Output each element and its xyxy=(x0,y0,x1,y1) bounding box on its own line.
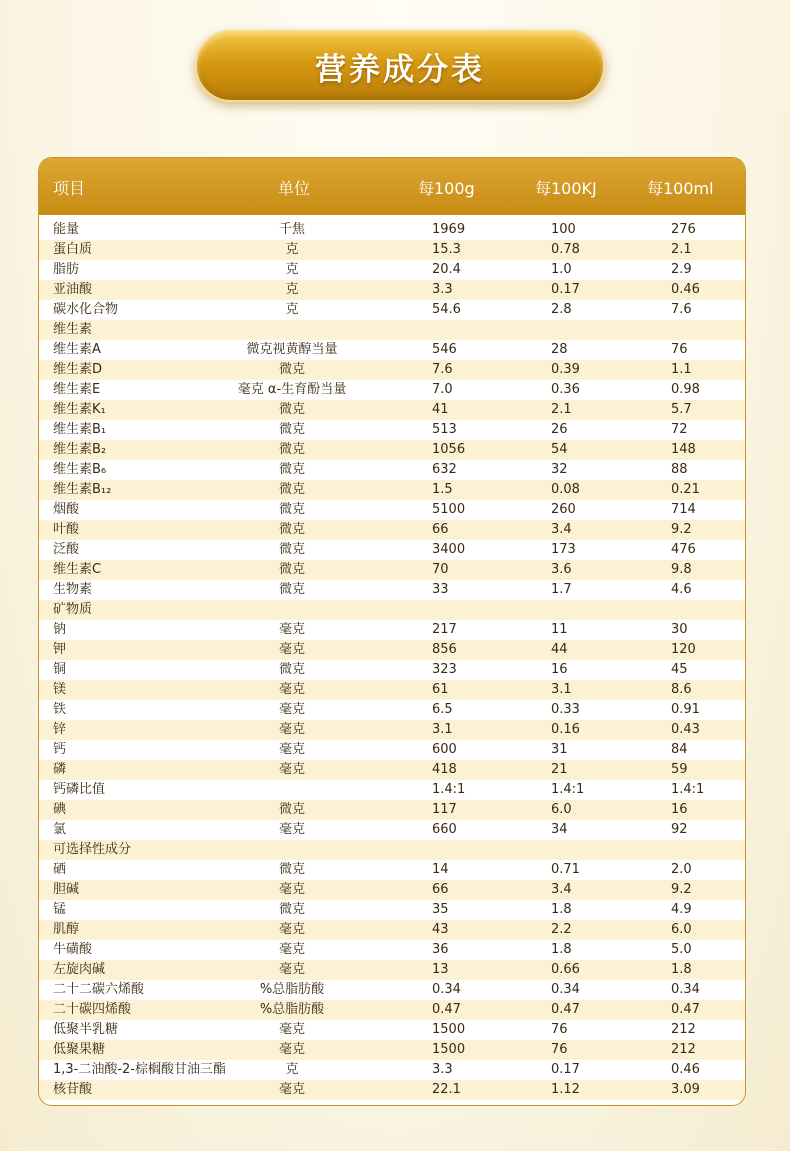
table-row xyxy=(39,1060,745,1080)
table-row xyxy=(39,620,745,640)
row-per-100kj: 76 xyxy=(551,1022,568,1037)
table-row xyxy=(39,460,745,480)
table-row xyxy=(39,340,745,360)
table-row xyxy=(39,480,745,500)
row-per-100g: 14 xyxy=(432,862,449,877)
unit-text: 毫克 xyxy=(279,942,306,957)
row-per-100g: 600 xyxy=(432,742,457,757)
row-item: 氯 xyxy=(53,822,67,837)
row-item: 左旋肉碱 xyxy=(53,962,106,977)
row-item: 牛磺酸 xyxy=(53,942,93,957)
row-per-100g: 217 xyxy=(432,622,457,637)
row-per-100ml: 0.47 xyxy=(671,1002,700,1017)
row-per-100ml: 8.6 xyxy=(671,682,692,697)
unit-text: 毫克 xyxy=(279,1042,306,1057)
row-per-100kj: 1.12 xyxy=(551,1082,580,1097)
row-per-100g: 61 xyxy=(432,682,449,697)
row-item: 镁 xyxy=(53,682,67,697)
row-item: 泛酸 xyxy=(53,542,80,557)
row-per-100g: 513 xyxy=(432,422,457,437)
row-per-100g: 43 xyxy=(432,922,449,937)
table-row xyxy=(39,920,745,940)
row-item: 铁 xyxy=(53,702,67,717)
row-per-100kj: 31 xyxy=(551,742,568,757)
unit-text: 克 xyxy=(285,242,299,257)
row-per-100kj: 21 xyxy=(551,762,568,777)
row-per-100ml: 6.0 xyxy=(671,922,692,937)
unit-text: 毫克 xyxy=(279,722,306,737)
row-per-100g: 35 xyxy=(432,902,449,917)
row-item: 蛋白质 xyxy=(53,242,93,257)
row-per-100g: 323 xyxy=(432,662,457,677)
row-per-100g: 54.6 xyxy=(432,302,461,317)
table-row xyxy=(39,940,745,960)
row-item: 脂肪 xyxy=(53,262,80,277)
table-row xyxy=(39,960,745,980)
row-per-100kj: 173 xyxy=(551,542,576,557)
row-per-100g: 66 xyxy=(432,522,449,537)
row-per-100ml: 0.46 xyxy=(671,1062,700,1077)
row-per-100ml: 0.43 xyxy=(671,722,700,737)
row-item: 肌醇 xyxy=(53,922,80,937)
row-per-100g: 1.4:1 xyxy=(432,782,466,797)
row-item: 生物素 xyxy=(53,582,93,597)
header-unit: 单位 xyxy=(278,179,311,198)
table-row xyxy=(39,700,745,720)
table-row xyxy=(39,1080,745,1100)
row-item: 锌 xyxy=(53,722,67,737)
row-per-100ml: 5.0 xyxy=(671,942,692,957)
row-item: 钾 xyxy=(53,642,67,657)
row-item: 叶酸 xyxy=(53,522,80,537)
row-item: 低聚半乳糖 xyxy=(53,1022,119,1037)
row-per-100ml: 0.46 xyxy=(671,282,700,297)
row-item: 维生素E xyxy=(53,382,101,397)
row-per-100g: 3.3 xyxy=(432,282,453,297)
row-per-100ml: 212 xyxy=(671,1042,696,1057)
row-per-100g: 1500 xyxy=(432,1022,466,1037)
row-per-100g: 22.1 xyxy=(432,1082,461,1097)
row-item: 钙 xyxy=(53,742,67,757)
table-row xyxy=(39,540,745,560)
row-per-100ml: 476 xyxy=(671,542,696,557)
row-per-100kj: 1.8 xyxy=(551,902,572,917)
row-per-100g: 0.34 xyxy=(432,982,461,997)
table-row xyxy=(39,280,745,300)
unit-text: 克 xyxy=(285,262,299,277)
row-per-100ml: 9.2 xyxy=(671,522,692,537)
row-per-100g: 33 xyxy=(432,582,449,597)
row-per-100kj: 0.39 xyxy=(551,362,580,377)
unit-text: 克 xyxy=(285,1062,299,1077)
unit-text: 微克 xyxy=(279,422,306,437)
row-per-100g: 41 xyxy=(432,402,449,417)
row-per-100kj: 44 xyxy=(551,642,568,657)
row-per-100kj: 2.1 xyxy=(551,402,572,417)
row-item: 维生素A xyxy=(53,342,101,357)
row-item: 维生素 xyxy=(53,322,93,337)
table-row xyxy=(39,980,745,1000)
row-per-100g: 418 xyxy=(432,762,457,777)
row-item: 维生素D xyxy=(53,362,103,377)
table-row xyxy=(39,260,745,280)
row-item: 可选择性成分 xyxy=(53,842,132,857)
row-per-100ml: 3.09 xyxy=(671,1082,700,1097)
row-per-100g: 856 xyxy=(432,642,457,657)
row-item: 碘 xyxy=(53,802,67,817)
table-header xyxy=(39,158,745,215)
row-per-100kj: 0.78 xyxy=(551,242,580,257)
table-row xyxy=(39,1020,745,1040)
row-item: 能量 xyxy=(53,222,80,237)
row-per-100ml: 0.98 xyxy=(671,382,700,397)
row-item: 亚油酸 xyxy=(53,282,93,297)
table-row xyxy=(39,740,745,760)
row-per-100ml: 5.7 xyxy=(671,402,692,417)
row-per-100g: 3.3 xyxy=(432,1062,453,1077)
unit-text: 毫克 xyxy=(279,762,306,777)
header-per-100kj: 每100KJ xyxy=(535,179,597,198)
row-item: 维生素B₁ xyxy=(53,422,107,437)
unit-text: 微克 xyxy=(279,482,306,497)
row-per-100kj: 1.7 xyxy=(551,582,572,597)
row-item: 维生素K₁ xyxy=(53,402,106,417)
row-item: 低聚果糖 xyxy=(53,1042,106,1057)
table-row xyxy=(39,720,745,740)
row-per-100ml: 1.8 xyxy=(671,962,692,977)
header-per-100g: 每100g xyxy=(418,179,475,198)
header-item: 项目 xyxy=(53,179,86,198)
row-per-100g: 7.0 xyxy=(432,382,453,397)
unit-text: 微克 xyxy=(279,502,306,517)
row-per-100g: 15.3 xyxy=(432,242,461,257)
table-row xyxy=(39,580,745,600)
row-per-100g: 3400 xyxy=(432,542,466,557)
unit-text: 毫克 xyxy=(279,962,306,977)
row-per-100ml: 1.4:1 xyxy=(671,782,705,797)
row-per-100kj: 0.33 xyxy=(551,702,580,717)
table-row xyxy=(39,560,745,580)
table-row xyxy=(39,380,745,400)
row-per-100g: 546 xyxy=(432,342,457,357)
row-per-100kj: 0.47 xyxy=(551,1002,580,1017)
row-per-100ml: 30 xyxy=(671,622,688,637)
table-row xyxy=(39,400,745,420)
unit-text: 微克 xyxy=(279,862,306,877)
row-item: 维生素B₁₂ xyxy=(53,482,112,497)
row-per-100ml: 59 xyxy=(671,762,688,777)
row-per-100kj: 1.8 xyxy=(551,942,572,957)
row-per-100ml: 2.1 xyxy=(671,242,692,257)
unit-text: 克 xyxy=(285,282,299,297)
row-per-100g: 20.4 xyxy=(432,262,461,277)
row-per-100g: 117 xyxy=(432,802,457,817)
unit-text: %总脂肪酸 xyxy=(259,1002,325,1017)
row-per-100kj: 34 xyxy=(551,822,568,837)
table-row xyxy=(39,680,745,700)
table-body xyxy=(39,220,745,1100)
unit-text: 毫克 xyxy=(279,642,306,657)
row-item: 烟酸 xyxy=(53,502,80,517)
unit-text: 毫克 xyxy=(279,742,306,757)
row-per-100kj: 0.17 xyxy=(551,282,580,297)
unit-text: 毫克 α-生育酚当量 xyxy=(237,382,347,397)
row-per-100kj: 0.17 xyxy=(551,1062,580,1077)
row-per-100g: 660 xyxy=(432,822,457,837)
row-per-100kj: 0.36 xyxy=(551,382,580,397)
unit-text: %总脂肪酸 xyxy=(259,982,325,997)
unit-text: 微克 xyxy=(279,402,306,417)
unit-text: 微克 xyxy=(279,462,306,477)
row-per-100g: 70 xyxy=(432,562,449,577)
unit-text: 微克 xyxy=(279,902,306,917)
row-per-100ml: 148 xyxy=(671,442,696,457)
row-per-100ml: 276 xyxy=(671,222,696,237)
row-per-100g: 0.47 xyxy=(432,1002,461,1017)
row-per-100g: 1056 xyxy=(432,442,466,457)
unit-text: 微克 xyxy=(279,802,306,817)
unit-text: 千焦 xyxy=(279,222,306,237)
row-item: 维生素B₆ xyxy=(53,462,107,477)
table-row xyxy=(39,660,745,680)
row-per-100kj: 0.71 xyxy=(551,862,580,877)
row-per-100ml: 88 xyxy=(671,462,688,477)
row-per-100ml: 1.1 xyxy=(671,362,692,377)
table-row xyxy=(39,500,745,520)
unit-text: 克 xyxy=(285,302,299,317)
unit-text: 微克视黄醇当量 xyxy=(246,342,338,357)
row-per-100kj: 3.4 xyxy=(551,882,572,897)
row-per-100kj: 3.1 xyxy=(551,682,572,697)
row-per-100ml: 4.6 xyxy=(671,582,692,597)
row-item: 二十二碳六烯酸 xyxy=(53,982,145,997)
unit-text: 微克 xyxy=(279,362,306,377)
unit-text: 毫克 xyxy=(279,1082,306,1097)
row-item: 核苷酸 xyxy=(53,1082,93,1097)
table-row xyxy=(39,880,745,900)
row-item: 胆碱 xyxy=(53,882,80,897)
row-per-100ml: 0.21 xyxy=(671,482,700,497)
unit-text: 微克 xyxy=(279,662,306,677)
unit-text: 微克 xyxy=(279,562,306,577)
row-per-100kj: 26 xyxy=(551,422,568,437)
table-row xyxy=(39,900,745,920)
row-per-100kj: 1.0 xyxy=(551,262,572,277)
table-row xyxy=(39,240,745,260)
row-per-100g: 6.5 xyxy=(432,702,453,717)
unit-text: 微克 xyxy=(279,542,306,557)
row-per-100g: 1.5 xyxy=(432,482,453,497)
row-per-100ml: 92 xyxy=(671,822,688,837)
row-per-100kj: 3.4 xyxy=(551,522,572,537)
page-title: 营养成分表 xyxy=(315,51,485,88)
row-per-100kj: 32 xyxy=(551,462,568,477)
row-per-100ml: 84 xyxy=(671,742,688,757)
row-per-100kj: 0.34 xyxy=(551,982,580,997)
unit-text: 微克 xyxy=(279,522,306,537)
row-item: 1,3-二油酸-2-棕榈酸甘油三酯 xyxy=(53,1062,227,1077)
row-per-100ml: 2.9 xyxy=(671,262,692,277)
row-per-100g: 1969 xyxy=(432,222,466,237)
row-per-100ml: 2.0 xyxy=(671,862,692,877)
row-per-100ml: 0.34 xyxy=(671,982,700,997)
row-per-100kj: 11 xyxy=(551,622,568,637)
table-row xyxy=(39,760,745,780)
row-per-100ml: 4.9 xyxy=(671,902,692,917)
table-row xyxy=(39,1000,745,1020)
table-row xyxy=(39,300,745,320)
row-per-100g: 632 xyxy=(432,462,457,477)
table-row xyxy=(39,420,745,440)
title-banner xyxy=(195,30,605,102)
row-item: 矿物质 xyxy=(53,602,93,617)
table-row xyxy=(39,860,745,880)
unit-text: 毫克 xyxy=(279,1022,306,1037)
row-per-100g: 3.1 xyxy=(432,722,453,737)
row-per-100ml: 120 xyxy=(671,642,696,657)
row-per-100g: 13 xyxy=(432,962,449,977)
unit-text: 毫克 xyxy=(279,882,306,897)
unit-text: 微克 xyxy=(279,582,306,597)
nutrition-table xyxy=(38,157,746,1106)
table-row xyxy=(39,440,745,460)
row-per-100kj: 260 xyxy=(551,502,576,517)
row-per-100ml: 76 xyxy=(671,342,688,357)
row-per-100g: 1500 xyxy=(432,1042,466,1057)
row-item: 钠 xyxy=(53,622,67,637)
row-per-100kj: 1.4:1 xyxy=(551,782,585,797)
row-per-100g: 7.6 xyxy=(432,362,453,377)
row-per-100kj: 54 xyxy=(551,442,568,457)
table-row xyxy=(39,1040,745,1060)
unit-text: 毫克 xyxy=(279,822,306,837)
unit-text: 毫克 xyxy=(279,702,306,717)
row-per-100kj: 28 xyxy=(551,342,568,357)
row-per-100kj: 100 xyxy=(551,222,576,237)
row-item: 磷 xyxy=(53,762,67,777)
row-per-100ml: 714 xyxy=(671,502,696,517)
row-per-100ml: 16 xyxy=(671,802,688,817)
table-row xyxy=(39,360,745,380)
unit-text: 毫克 xyxy=(279,682,306,697)
table-row xyxy=(39,820,745,840)
row-item: 硒 xyxy=(53,862,67,877)
row-per-100kj: 16 xyxy=(551,662,568,677)
row-per-100kj: 3.6 xyxy=(551,562,572,577)
row-item: 维生素C xyxy=(53,562,102,577)
table-row xyxy=(39,800,745,820)
row-per-100g: 66 xyxy=(432,882,449,897)
row-item: 铜 xyxy=(53,662,67,677)
row-per-100kj: 0.66 xyxy=(551,962,580,977)
row-per-100kj: 0.08 xyxy=(551,482,580,497)
table-row xyxy=(39,640,745,660)
unit-text: 毫克 xyxy=(279,622,306,637)
row-per-100kj: 76 xyxy=(551,1042,568,1057)
table-row xyxy=(39,780,745,800)
table-row xyxy=(39,600,745,620)
row-per-100ml: 7.6 xyxy=(671,302,692,317)
row-per-100kj: 0.16 xyxy=(551,722,580,737)
row-per-100ml: 212 xyxy=(671,1022,696,1037)
row-per-100g: 5100 xyxy=(432,502,466,517)
row-per-100ml: 72 xyxy=(671,422,688,437)
row-item: 维生素B₂ xyxy=(53,442,107,457)
row-per-100ml: 9.8 xyxy=(671,562,692,577)
table-row xyxy=(39,320,745,340)
table-row xyxy=(39,840,745,860)
row-item: 二十碳四烯酸 xyxy=(53,1002,132,1017)
row-per-100ml: 0.91 xyxy=(671,702,700,717)
table-row xyxy=(39,520,745,540)
row-item: 碳水化合物 xyxy=(53,302,119,317)
row-per-100kj: 6.0 xyxy=(551,802,572,817)
header-per-100ml: 每100ml xyxy=(647,179,714,198)
table-row xyxy=(39,220,745,240)
row-per-100kj: 2.2 xyxy=(551,922,572,937)
unit-text: 微克 xyxy=(279,442,306,457)
unit-text: 毫克 xyxy=(279,922,306,937)
row-per-100ml: 9.2 xyxy=(671,882,692,897)
row-item: 锰 xyxy=(53,902,67,917)
row-per-100kj: 2.8 xyxy=(551,302,572,317)
row-per-100ml: 45 xyxy=(671,662,688,677)
row-item: 钙磷比值 xyxy=(53,782,106,797)
row-per-100g: 36 xyxy=(432,942,449,957)
